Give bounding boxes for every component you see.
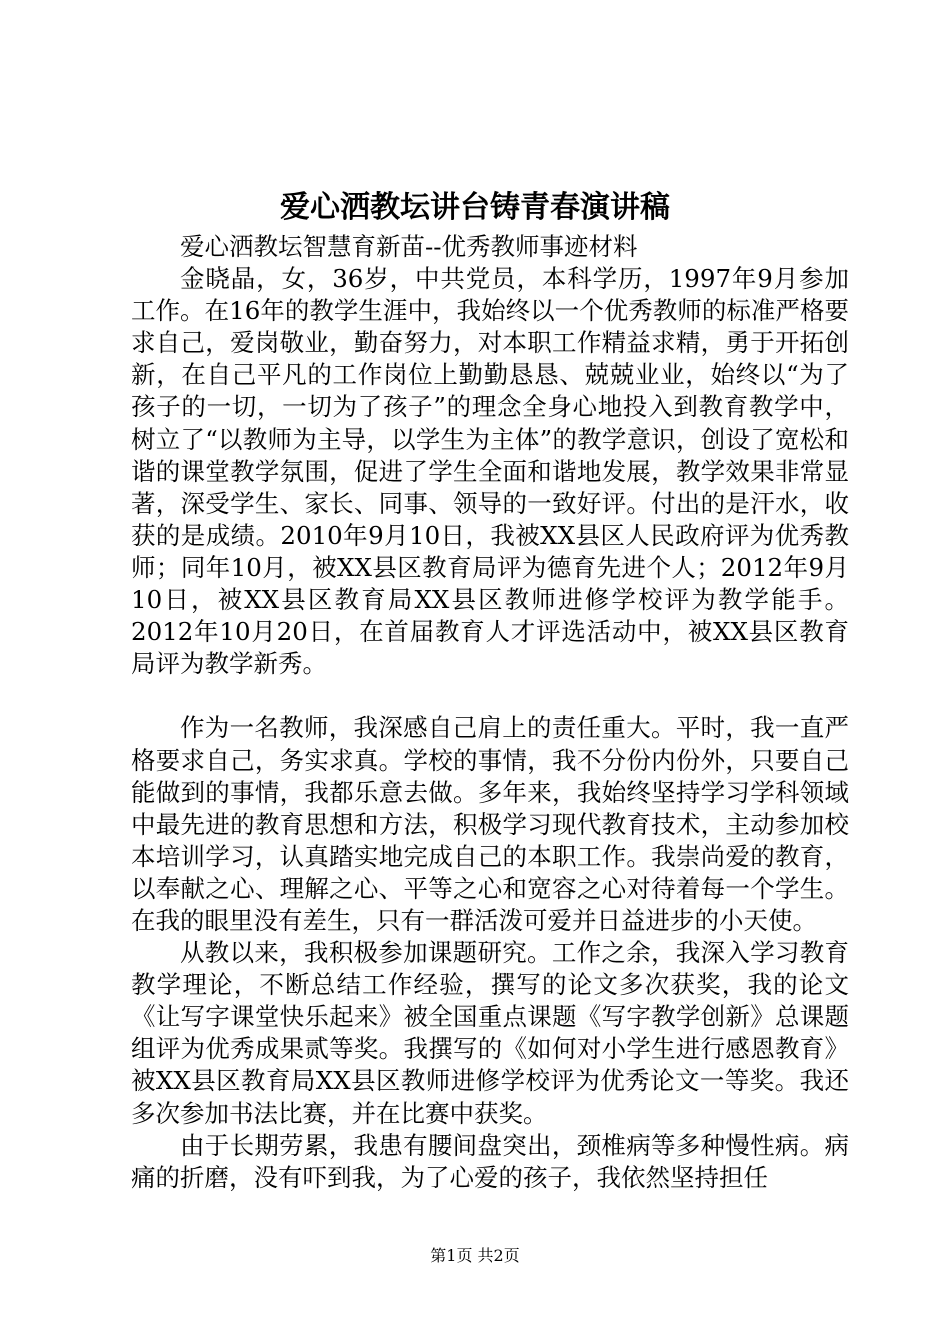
body-paragraph-4: 由于长期劳累，我患有腰间盘突出，颈椎病等多种慢性病。病痛的折磨，没有吓到我，为了心爱的孩子，我依然坚持担任: [131, 1130, 849, 1192]
paragraph-spacer: [131, 680, 849, 712]
body-paragraph-1: 金晓晶，女，36岁，中共党员，本科学历，1997年9月参加工作。在16年的教学生涯中，我始终以一个优秀教师的标准严格要求自己，爱岗敬业，勤奋努力，对本职工作精益求精，勇于开拓创新，在自己平凡的工作岗位上勤勤恳恳、兢兢业业，始终以“为了孩子的一切，一切为了孩子”的理念全身心地投入到教育教学中，树立了“以教师为主导，以学生为主体”的教学意识，创设了宽松和谐的课堂教学氛围，促进了学生全面和谐地发展，教学效果非常显著，深受学生、家长、同事、领导的一致好评。付出的是汗水，收获的是成绩。2010年9月10日，我被XX县区人民政府评为优秀教师；同年10月，被XX县区教育局评为德育先进个人；2012年9月10日，被XX县区教育局XX县区教师进修学校评为教学能手。2012年10月20日，在首届教育人才评选活动中，被XX县区教育局评为教学新秀。: [131, 264, 849, 679]
page-number-footer: 第1页 共2页: [430, 1246, 520, 1265]
document-title: 爱心洒教坛讲台铸青春演讲稿: [280, 190, 670, 225]
body-paragraph-3: 从教以来，我积极参加课题研究。工作之余，我深入学习教育教学理论，不断总结工作经验，撰写的论文多次获奖，我的论文《让写字课堂快乐起来》被全国重点课题《写字教学创新》总课题组评为优秀成果贰等奖。我撰写的《如何对小学生进行感恩教育》被XX县区教育局XX县区教师进修学校评为优秀论文一等奖。我还多次参加书法比赛，并在比赛中获奖。: [131, 938, 849, 1128]
subtitle-paragraph: 爱心洒教坛智慧育新苗--优秀教师事迹材料: [180, 232, 638, 261]
document-body: [131, 231, 849, 1194]
body-paragraph-2: 作为一名教师，我深感自己肩上的责任重大。平时，我一直严格要求自己，务实求真。学校的事情，我不分份内份外，只要自己能做到的事情，我都乐意去做。多年来，我始终坚持学习学科领域中最先进的教育思想和方法，积极学习现代教育技术，主动参加校本培训学习，认真踏实地完成自己的本职工作。我崇尚爱的教育，以奉献之心、理解之心、平等之心和宽容之心对待着每一个学生。在我的眼里没有差生，只有一群活泼可爱并日益进步的小天使。: [131, 713, 849, 935]
